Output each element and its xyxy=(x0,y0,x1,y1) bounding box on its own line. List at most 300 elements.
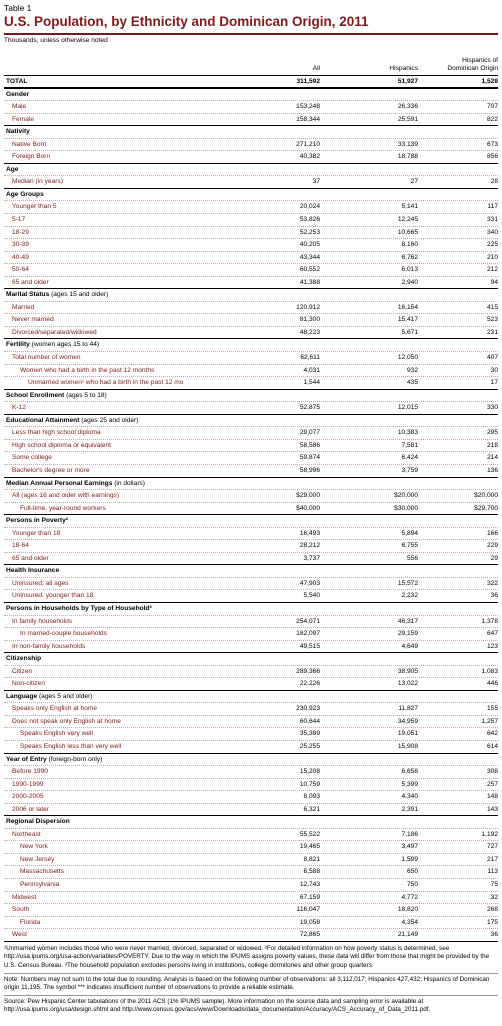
cell-hispanics: 2,232 xyxy=(401,592,418,600)
note-text: Note: Numbers may not sum to the total due to rounding. Analysis is based on the following number of observations: all 3,112,017; Hispanics 427,432; Hispanics of Dominican origin 11,195. The symbol *** indicates insufficient number of observations to provide a reliable estimate. xyxy=(4,975,490,992)
cell-hispanics: 6,424 xyxy=(401,454,418,462)
table-label: Table 1 xyxy=(4,3,32,13)
row-label: South xyxy=(12,906,30,914)
cell-hispanics: 1,599 xyxy=(401,855,418,863)
cell-dominican: 30 xyxy=(490,366,498,374)
cell-dominican: 407 xyxy=(486,354,498,362)
cell-dominican: 225 xyxy=(486,241,498,249)
table-row xyxy=(4,715,498,728)
cell-hispanics: 5,671 xyxy=(401,328,418,336)
row-label: Uninsured, all ages xyxy=(12,579,69,587)
page-title: U.S. Population, by Ethnicity and Dominican Origin, 2011 xyxy=(4,14,369,29)
table-row xyxy=(4,100,498,113)
row-label: Women who had a birth in the past 12 months xyxy=(20,366,155,374)
cell-dominican: 415 xyxy=(486,303,498,311)
total-label: TOTAL xyxy=(6,78,28,85)
row-label: 5-17 xyxy=(12,216,26,224)
section-header xyxy=(4,163,498,176)
section-title-text: Persons in Households by Type of Household³ xyxy=(6,604,152,612)
cell-hispanics: 12,050 xyxy=(397,354,418,362)
section-title-text: Fertility xyxy=(6,341,30,349)
section-title-text: Persons in Poverty² xyxy=(6,517,68,525)
cell-all: 254,071 xyxy=(296,617,320,625)
row-label: New Jersey xyxy=(20,855,55,863)
cell-hispanics: 13,022 xyxy=(397,680,418,688)
cell-hispanics: 3,497 xyxy=(401,843,418,851)
cell-dominican: $29,700 xyxy=(474,504,498,512)
table-row xyxy=(4,175,498,188)
notes-divider xyxy=(4,973,498,974)
row-label: Male xyxy=(12,103,27,111)
row-label: K-12 xyxy=(12,404,26,412)
cell-all: 20,024 xyxy=(299,203,320,211)
table-row xyxy=(4,238,498,251)
section-title-text: Marital Status xyxy=(6,291,50,299)
row-label: Bachelor's degree or more xyxy=(12,466,90,474)
cell-dominican: 330 xyxy=(486,404,498,412)
table-row xyxy=(4,527,498,540)
cell-dominican: 166 xyxy=(486,529,498,537)
table-row xyxy=(4,803,498,816)
table-row xyxy=(4,401,498,414)
cell-all: 15,208 xyxy=(299,768,320,776)
cell-dominican: 331 xyxy=(486,216,498,224)
cell-hispanics: 4,340 xyxy=(401,793,418,801)
cell-all: 48,223 xyxy=(299,328,320,336)
cell-hispanics: 26,336 xyxy=(397,103,418,111)
cell-hispanics: 650 xyxy=(406,868,418,876)
row-label: 40-49 xyxy=(12,253,29,261)
cell-hispanics: 46,317 xyxy=(397,617,418,625)
table-row xyxy=(4,426,498,439)
row-label: West xyxy=(12,931,27,939)
row-label: Female xyxy=(12,115,34,123)
row-label: Native Born xyxy=(12,140,47,148)
cell-dominican: 642 xyxy=(486,730,498,738)
table-row xyxy=(4,251,498,264)
column-header-dominican xyxy=(447,57,498,73)
cell-dominican: 295 xyxy=(486,429,498,437)
section-header xyxy=(4,88,498,101)
cell-dominican: 17 xyxy=(490,379,498,387)
source-text: Source: Pew Hispanic Center tabulations of the 2011 ACS (1% IPUMS sample). More information on the source data and sampling error is available at http://usa.ipums.org/usa/design.shtml and http://www.census.gov/acs/www/Downloads/data_documentation/Accuracy/ACS_Accuracy_of_Data_2011.pdf. xyxy=(4,997,431,1014)
column-header-dominican-line1: Hispanics of xyxy=(462,57,498,64)
table-end-rule xyxy=(4,941,498,942)
cell-all: 158,344 xyxy=(296,115,320,123)
cell-all: 19,465 xyxy=(299,843,320,851)
table-row xyxy=(4,727,498,740)
table-row xyxy=(4,226,498,239)
cell-hispanics: 29,159 xyxy=(397,630,418,638)
cell-all: 47,903 xyxy=(299,579,320,587)
table-row xyxy=(4,113,498,126)
cell-all: 28,212 xyxy=(299,542,320,550)
row-label: High school diploma or equivalent xyxy=(12,441,111,449)
cell-hispanics: 33,139 xyxy=(397,140,418,148)
cell-all: 49,515 xyxy=(299,642,320,650)
cell-hispanics: 15,908 xyxy=(397,742,418,750)
table-row xyxy=(4,702,498,715)
cell-dominican: 1,378 xyxy=(481,617,498,625)
cell-all: 60,644 xyxy=(299,717,320,725)
cell-all: 35,389 xyxy=(299,730,320,738)
cell-all: 22,226 xyxy=(299,680,320,688)
section-header xyxy=(4,753,498,766)
section-header xyxy=(4,125,498,138)
table-row xyxy=(4,313,498,326)
row-label: Married xyxy=(12,303,35,311)
cell-dominican: 136 xyxy=(486,466,498,474)
cell-dominican: 113 xyxy=(487,868,498,876)
section-title-text: Age xyxy=(6,165,19,173)
row-label: Northeast xyxy=(12,830,41,838)
table-row xyxy=(4,376,498,389)
cell-all: $40,000 xyxy=(296,504,320,512)
cell-hispanics: 4,772 xyxy=(401,893,418,901)
row-label: Younger than 5 xyxy=(12,203,57,211)
table-row xyxy=(4,928,498,941)
table-row xyxy=(4,840,498,853)
cell-dominican: 143 xyxy=(486,805,498,813)
cell-hispanics: 4,354 xyxy=(401,918,418,926)
table-row xyxy=(4,451,498,464)
section-title-text: Median Annual Personal Earnings xyxy=(6,479,113,487)
cell-all: 271,210 xyxy=(296,140,320,148)
cell-dominican: 36 xyxy=(490,592,498,600)
section-header xyxy=(4,564,498,577)
total-row xyxy=(4,75,498,88)
cell-dominican: 155 xyxy=(486,705,498,713)
column-headers xyxy=(4,45,498,75)
row-label: Median (in years) xyxy=(12,178,63,186)
cell-all: $29,000 xyxy=(296,492,320,500)
section-header xyxy=(4,815,498,828)
section-header xyxy=(4,602,498,615)
row-label: 30-39 xyxy=(12,241,29,249)
row-label: Pennsylvania xyxy=(20,881,60,888)
row-label: Younger than 18 xyxy=(12,529,61,537)
table-row xyxy=(4,677,498,690)
column-header-dominican-line2: Dominican Origin xyxy=(447,65,498,72)
row-label: Full-time, year-round workers xyxy=(20,504,106,512)
row-label: Citizen xyxy=(12,667,33,675)
units-note: Thousands, unless otherwise noted xyxy=(4,37,108,44)
cell-dominican: 28 xyxy=(490,178,498,186)
cell-all: 230,923 xyxy=(296,705,320,713)
cell-all: 19,058 xyxy=(299,918,320,926)
row-label: 65 and older xyxy=(12,554,49,562)
table-row xyxy=(4,502,498,515)
cell-dominican: 1,083 xyxy=(481,667,498,675)
cell-dominican: 214 xyxy=(486,454,498,462)
cell-hispanics: 750 xyxy=(406,881,418,888)
cell-dominican: 322 xyxy=(486,579,498,587)
row-label: Non-citizen xyxy=(12,680,45,688)
cell-hispanics: 12,245 xyxy=(397,216,418,224)
table-row xyxy=(4,326,498,339)
cell-all: 116,047 xyxy=(296,906,320,914)
row-label: Florida xyxy=(20,918,41,926)
section-title-text: Educational Attainment xyxy=(6,416,80,424)
row-label: Divorced/separated/widowed xyxy=(12,328,97,336)
cell-hispanics: 932 xyxy=(406,366,418,374)
table-container xyxy=(4,3,498,1015)
cell-dominican: 647 xyxy=(486,630,498,638)
cell-hispanics: 27 xyxy=(410,178,418,186)
title-rule xyxy=(4,33,498,35)
row-label: Less than high school diploma xyxy=(12,429,101,437)
table-row xyxy=(4,778,498,791)
cell-all: 289,366 xyxy=(296,667,320,675)
cell-dominican: 117 xyxy=(487,203,498,211)
cell-dominican: 822 xyxy=(486,115,498,123)
cell-hispanics: 5,141 xyxy=(401,203,418,211)
cell-all: 37 xyxy=(312,178,320,186)
cell-all: 6,588 xyxy=(303,868,320,876)
cell-hispanics: 3,759 xyxy=(401,466,418,474)
table-row xyxy=(4,489,498,502)
cell-hispanics: 10,665 xyxy=(397,228,418,236)
row-label: 2000-2005 xyxy=(12,793,44,801)
cell-all: 55,522 xyxy=(299,830,320,838)
cell-hispanics: 556 xyxy=(406,554,418,562)
footnotes: ¹Unmarried women includes those who were never married, divorced, separated or widowed. ²For detailed information on how poverty status is determined, see http://usa.ipums.org/usa-action/variables/POVERTY. Due to the way in which the IPUMS assigns poverty values, these data will differ from those that might be provided by the U.S. Census Bureau. ³The household population excludes persons living in institutions, college dormitories and other group quarters. xyxy=(4,944,490,969)
cell-hispanics: 6,762 xyxy=(401,253,418,261)
cell-dominican: 32 xyxy=(490,893,498,901)
cell-hispanics: 2,391 xyxy=(401,805,418,813)
cell-dominican: 229 xyxy=(486,542,498,550)
row-label: Foreign Born xyxy=(12,153,51,161)
table-row xyxy=(4,539,498,552)
cell-all: 6,321 xyxy=(303,805,320,813)
section-header xyxy=(4,414,498,427)
row-label: Unmarried women¹ who had a birth in the past 12 mo xyxy=(28,379,184,387)
cell-dominican: $20,000 xyxy=(474,492,498,500)
section-header xyxy=(4,690,498,703)
row-label: Uninsured, younger than 18 xyxy=(12,592,94,600)
row-label: Never married xyxy=(12,316,54,324)
cell-all: 67,159 xyxy=(299,893,320,901)
notes-area xyxy=(4,945,498,1015)
cell-dominican: 218 xyxy=(486,441,498,449)
cell-all: 120,912 xyxy=(296,303,320,311)
section-header xyxy=(4,514,498,527)
cell-hispanics: 2,940 xyxy=(401,278,418,286)
cell-hispanics: 5,894 xyxy=(401,529,418,537)
section-title-text: Year of Entry xyxy=(6,755,47,763)
table-row xyxy=(4,276,498,289)
cell-hispanics: 18,820 xyxy=(397,906,418,914)
column-header-hispanics: Hispanics xyxy=(389,65,418,72)
section-qualifier: (ages 5 to 18) xyxy=(64,391,107,399)
cell-dominican: 210 xyxy=(486,253,498,261)
table-row xyxy=(4,903,498,916)
cell-hispanics: 435 xyxy=(406,379,418,387)
table-row xyxy=(4,916,498,929)
table-row xyxy=(4,138,498,151)
column-header-all: All xyxy=(312,65,320,72)
section-qualifier: (women ages 15 to 44) xyxy=(29,341,100,349)
cell-hispanics: 21,149 xyxy=(397,931,418,939)
cell-all: 58,996 xyxy=(299,466,320,474)
cell-dominican: 123 xyxy=(486,642,498,650)
total-all: 311,592 xyxy=(296,78,320,85)
cell-dominican: 446 xyxy=(486,680,498,688)
table-row xyxy=(4,640,498,653)
section-qualifier: (foreign-born only) xyxy=(46,755,103,763)
source-divider xyxy=(4,995,498,996)
cell-dominican: 856 xyxy=(486,153,498,161)
row-label: 1990-1999 xyxy=(12,780,44,788)
row-label: Midwest xyxy=(12,893,37,901)
cell-all: 8,093 xyxy=(303,793,320,801)
cell-all: 60,552 xyxy=(299,266,320,274)
row-label: 50-64 xyxy=(12,266,29,274)
cell-hispanics: 5,399 xyxy=(401,780,418,788)
cell-hispanics: 15,572 xyxy=(397,579,418,587)
cell-hispanics: 4,649 xyxy=(401,642,418,650)
table-row xyxy=(4,740,498,753)
table-row xyxy=(4,364,498,377)
cell-all: 3,737 xyxy=(303,554,320,562)
table-row xyxy=(4,351,498,364)
cell-all: 81,300 xyxy=(299,316,320,324)
cell-dominican: 231 xyxy=(486,328,498,336)
total-hispanics: 51,927 xyxy=(397,78,418,85)
cell-all: 72,865 xyxy=(299,931,320,939)
cell-dominican: 268 xyxy=(486,906,498,914)
cell-hispanics: 10,383 xyxy=(397,429,418,437)
section-qualifier: (ages 25 and older) xyxy=(79,416,139,424)
table-row xyxy=(4,150,498,163)
cell-hispanics: 6,658 xyxy=(401,768,418,776)
cell-hispanics: 6,013 xyxy=(401,266,418,274)
cell-dominican: 707 xyxy=(486,103,498,111)
row-label: Does not speak only English at home xyxy=(12,717,121,725)
table-row xyxy=(4,589,498,602)
cell-hispanics: 34,959 xyxy=(397,717,418,725)
cell-dominican: 36 xyxy=(490,931,498,939)
cell-dominican: 212 xyxy=(486,266,498,274)
cell-dominican: 727 xyxy=(486,843,498,851)
cell-all: 59,874 xyxy=(299,454,320,462)
section-qualifier: (ages 5 and older) xyxy=(37,692,93,700)
cell-hispanics: 11,827 xyxy=(398,705,418,713)
cell-dominican: 257 xyxy=(486,780,498,788)
cell-all: 153,248 xyxy=(296,103,320,111)
section-title-text: Health Insurance xyxy=(6,567,60,575)
table-row xyxy=(4,464,498,477)
section-header xyxy=(4,477,498,490)
cell-all: 40,382 xyxy=(299,153,320,161)
row-label: All (ages 16 and older with earnings) xyxy=(12,492,120,500)
cell-hispanics: 38,905 xyxy=(397,667,418,675)
cell-hispanics: 7,581 xyxy=(401,441,418,449)
table-body xyxy=(4,88,498,941)
table-row xyxy=(4,627,498,640)
table-row xyxy=(4,790,498,803)
cell-all: 29,077 xyxy=(299,429,320,437)
row-label: Speaks English less than very well xyxy=(20,742,122,750)
table-row xyxy=(4,828,498,841)
section-title-text: Citizenship xyxy=(6,655,42,663)
table-row xyxy=(4,200,498,213)
cell-hispanics: $20,000 xyxy=(394,492,418,500)
row-label: Speaks English very well xyxy=(20,730,93,738)
cell-dominican: 175 xyxy=(486,918,498,926)
cell-all: 25,255 xyxy=(299,742,320,750)
table-row xyxy=(4,865,498,878)
table-row xyxy=(4,878,498,891)
cell-all: 12,743 xyxy=(299,881,320,888)
cell-hispanics: 16,154 xyxy=(397,303,418,311)
cell-dominican: 340 xyxy=(486,228,498,236)
cell-all: 43,344 xyxy=(299,253,320,261)
section-title-text: Nativity xyxy=(6,128,30,136)
cell-hispanics: 12,015 xyxy=(397,404,418,412)
section-header xyxy=(4,389,498,402)
cell-all: 41,388 xyxy=(299,278,320,286)
table-row xyxy=(4,552,498,565)
section-title-text: Age Groups xyxy=(6,190,44,198)
row-label: Speaks only English at home xyxy=(12,705,98,713)
table-row xyxy=(4,263,498,276)
table-row xyxy=(4,301,498,314)
cell-hispanics: 8,160 xyxy=(401,241,418,249)
section-qualifier: (in dollars) xyxy=(112,479,146,487)
cell-dominican: 75 xyxy=(490,881,498,888)
cell-all: 8,821 xyxy=(303,855,320,863)
cell-all: 5,540 xyxy=(303,592,320,600)
cell-all: 4,031 xyxy=(303,366,320,374)
cell-all: 52,253 xyxy=(299,228,320,236)
cell-dominican: 94 xyxy=(490,278,498,286)
table-row xyxy=(4,765,498,778)
row-label: Some college xyxy=(12,454,52,462)
cell-dominican: 308 xyxy=(486,768,498,776)
table-row xyxy=(4,853,498,866)
row-label: 65 and older xyxy=(12,278,49,286)
row-label: Total number of women xyxy=(12,354,81,362)
cell-all: 58,586 xyxy=(299,441,320,449)
cell-all: 182,097 xyxy=(296,630,320,638)
cell-hispanics: 18,788 xyxy=(397,153,418,161)
cell-dominican: 614 xyxy=(486,742,498,750)
cell-all: 52,875 xyxy=(299,404,320,412)
section-header xyxy=(4,188,498,201)
section-header xyxy=(4,288,498,301)
row-label: 2006 or later xyxy=(12,805,50,813)
row-label: 18-29 xyxy=(12,228,29,236)
cell-dominican: 29 xyxy=(490,554,498,562)
cell-all: 16,493 xyxy=(299,529,320,537)
section-header xyxy=(4,338,498,351)
cell-all: 10,759 xyxy=(299,780,320,788)
section-title-text: Gender xyxy=(6,90,30,98)
cell-hispanics: $30,000 xyxy=(394,504,418,512)
table-row xyxy=(4,577,498,590)
cell-all: 62,611 xyxy=(300,354,320,362)
section-title-text: Language xyxy=(6,692,38,700)
cell-hispanics: 6,755 xyxy=(401,542,418,550)
cell-dominican: 217 xyxy=(486,855,498,863)
cell-all: 40,205 xyxy=(299,241,320,249)
cell-hispanics: 15,417 xyxy=(397,316,418,324)
cell-dominican: 148 xyxy=(486,793,498,801)
cell-dominican: 1,192 xyxy=(481,830,498,838)
section-header xyxy=(4,652,498,665)
table-row xyxy=(4,615,498,628)
